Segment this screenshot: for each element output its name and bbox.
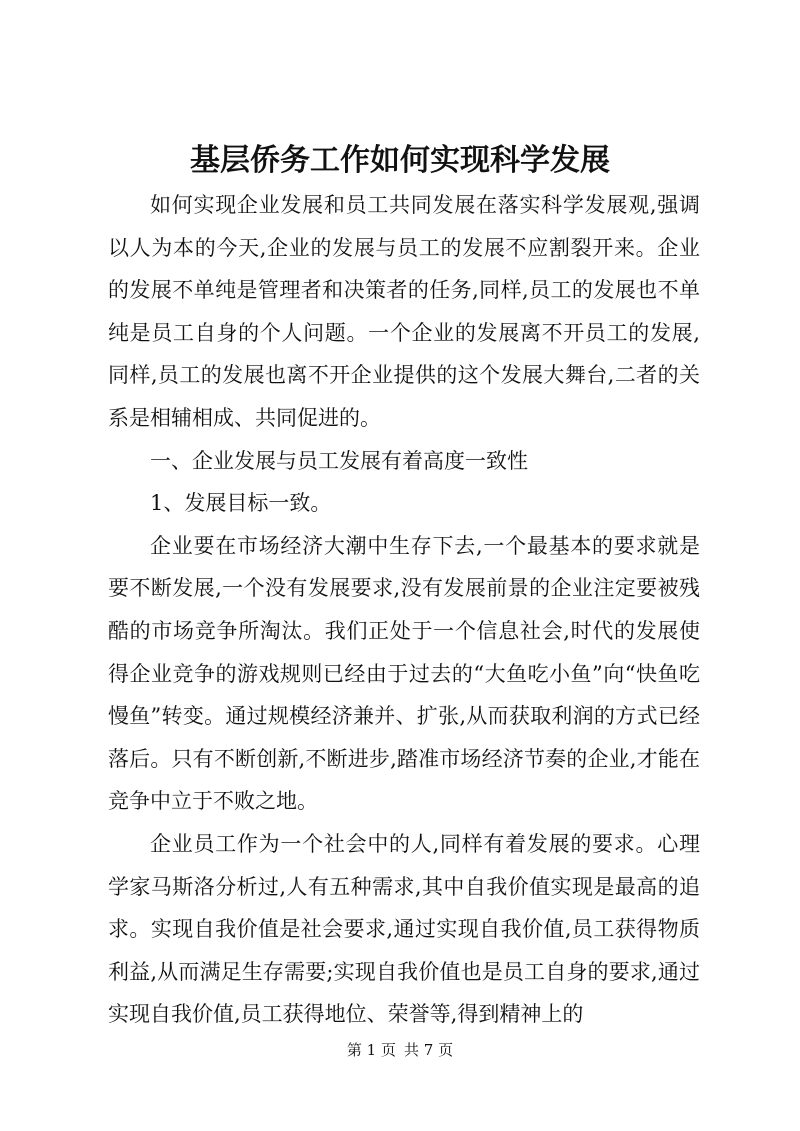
- page-footer: [0, 1040, 800, 1060]
- document-title: 基层侨务工作如何实现科学发展: [190, 143, 610, 178]
- paragraph-enterprise-development: 企业要在市场经济大潮中生存下去,一个最基本的要求就是要不断发展,一个没有发展要求,没有发展前景的企业注定要被残酷的市场竞争所淘汰。我们正处于一个信息社会,时代的发展使得企业竞争的游戏规则已经由于过去的“大鱼吃小鱼”向“快鱼吃慢鱼”转变。通过规模经济兼并、扩张,从而获取利润的方式已经落后。只有不断创新,不断进步,踏准市场经济节奏的企业,才能在竞争中立于不败之地。: [108, 533, 700, 814]
- document-body: [108, 184, 700, 1036]
- paragraph-employee-development: 企业员工作为一个社会中的人,同样有着发展的要求。心理学家马斯洛分析过,人有五种需求,其中自我价值实现是最高的追求。实现自我价值是社会要求,通过实现自我价值,员工获得物质利益,从而满足生存需要;实现自我价值也是员工自身的要求,通过实现自我价值,员工获得地位、荣誉等,得到精神上的: [108, 831, 700, 1027]
- section-heading-1: 一、企业发展与员工发展有着高度一致性: [150, 448, 528, 473]
- subheading-1-1: 1、发展目标一致。: [150, 491, 332, 516]
- paragraph-intro: 如何实现企业发展和员工共同发展在落实科学发展观,强调以人为本的今天,企业的发展与员工的发展不应割裂开来。企业的发展不单纯是管理者和决策者的任务,同样,员工的发展也不单纯是员工自身的个人问题。一个企业的发展离不开员工的发展,同样,员工的发展也离不开企业提供的这个发展大舞台,二者的关系是相辅相成、共同促进的。: [108, 193, 700, 430]
- page-total: 共 7 页: [404, 1041, 454, 1059]
- page-number: 第 1 页: [346, 1041, 396, 1059]
